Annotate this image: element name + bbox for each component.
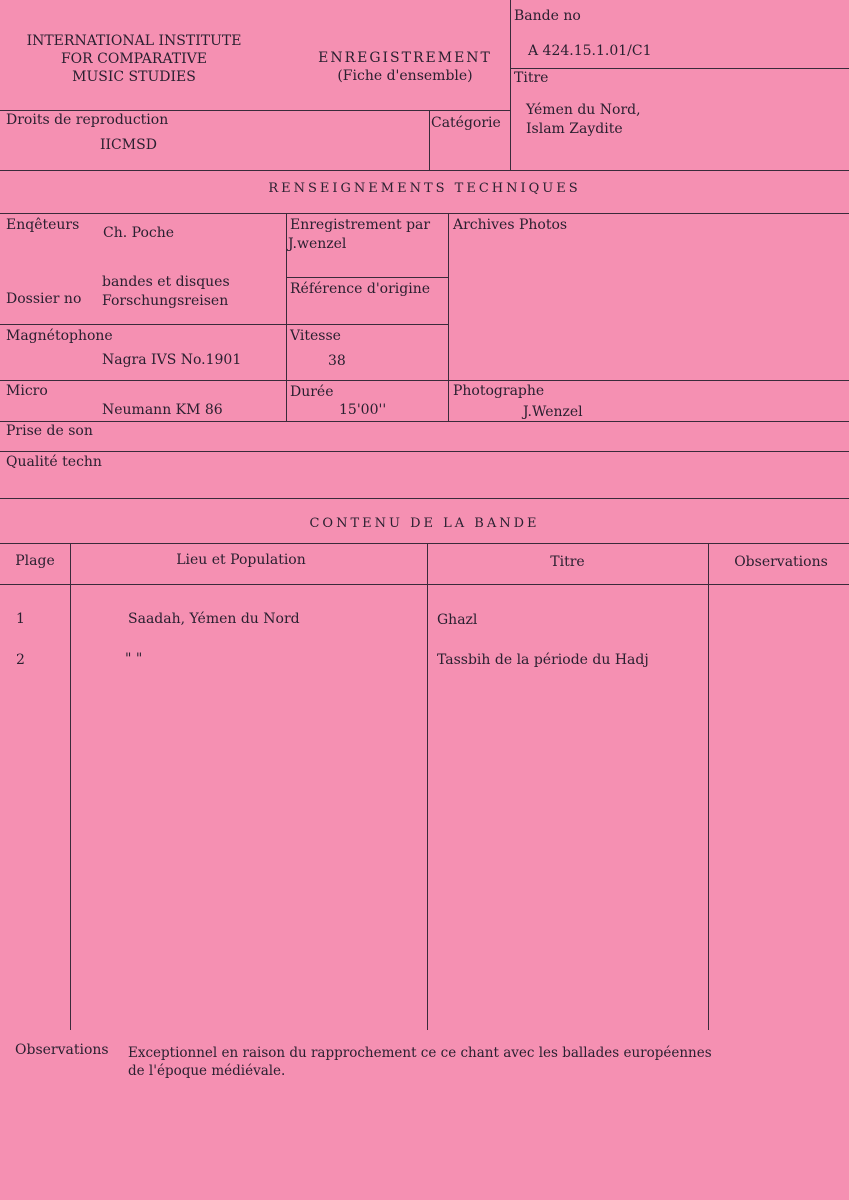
titre-label: Titre: [514, 70, 549, 86]
contents-col-divider-3: [708, 543, 709, 1030]
duree-label: Durée: [290, 384, 334, 400]
dossier-bottom-line: [0, 324, 448, 325]
contents-header-bottom-line: [0, 584, 849, 585]
prise-de-son-label: Prise de son: [6, 423, 93, 439]
technical-bottom-line: [0, 498, 849, 499]
enregistrement-value: J.wenzel: [288, 236, 347, 252]
observations-label: Observations: [15, 1042, 109, 1058]
micro-bottom-line: [0, 421, 849, 422]
photographe-value: J.Wenzel: [523, 404, 583, 420]
titre-value-line1: Yémen du Nord,: [526, 102, 641, 118]
column-header-titre: Titre: [550, 554, 585, 570]
technical-section-title: RENSEIGNEMENTS TECHNIQUES: [268, 181, 581, 196]
magnetophone-bottom-line: [0, 380, 849, 381]
tech-col-divider-2: [448, 213, 449, 421]
magnetophone-value: Nagra IVS No.1901: [102, 352, 242, 368]
row-lieu: Saadah, Yémen du Nord: [128, 611, 300, 627]
vitesse-label: Vitesse: [290, 328, 341, 344]
contents-table-top-line: [0, 543, 849, 544]
droits-label: Droits de reproduction: [6, 112, 169, 128]
prise-bottom-line: [0, 451, 849, 452]
reference-origine-label: Référence d'origine: [290, 281, 431, 297]
qualite-techn-label: Qualité techn: [6, 454, 102, 470]
dossier-value-line1: bandes et disques: [102, 274, 230, 290]
form-subtitle: (Fiche d'ensemble): [337, 68, 473, 84]
tech-col-divider-1: [286, 213, 287, 421]
contents-col-divider-2: [427, 543, 428, 1030]
bande-value: A 424.15.1.01/C1: [528, 43, 652, 59]
categorie-divider: [429, 110, 430, 170]
technical-top-line: [0, 213, 849, 214]
duree-value: 15'00'': [339, 402, 387, 418]
magnetophone-label: Magnétophone: [6, 328, 113, 344]
observations-text-line1: Exceptionnel en raison du rapprochement ce ce chant avec les ballades européennes: [128, 1045, 712, 1061]
row-lieu: " ": [125, 651, 143, 667]
header-bottom-line: [0, 170, 849, 171]
institute-name-line3: MUSIC STUDIES: [72, 69, 196, 85]
bande-label: Bande no: [514, 8, 581, 24]
row-titre: Tassbih de la période du Hadj: [437, 652, 649, 668]
column-header-lieu: Lieu et Population: [176, 552, 306, 568]
titre-value-line2: Islam Zaydite: [526, 121, 623, 137]
contents-col-divider-1: [70, 543, 71, 1030]
row-plage: 2: [16, 652, 25, 668]
photographe-label: Photographe: [453, 383, 545, 399]
column-header-observations: Observations: [734, 554, 828, 570]
institute-name-line2: FOR COMPARATIVE: [60, 51, 208, 67]
row-titre: Ghazl: [437, 612, 478, 628]
form-title: ENREGISTREMENT: [318, 50, 492, 66]
column-header-plage: Plage: [15, 553, 55, 569]
contents-section-title: CONTENU DE LA BANDE: [309, 516, 540, 531]
enqueteurs-value: Ch. Poche: [103, 225, 175, 241]
enregistrement-bottom-line: [286, 277, 448, 278]
categorie-label: Catégorie: [431, 115, 501, 131]
micro-value: Neumann KM 86: [102, 402, 223, 418]
observations-text-line2: de l'époque médiévale.: [128, 1063, 286, 1079]
archives-photos-label: Archives Photos: [453, 217, 568, 233]
header-right-divider: [510, 0, 511, 170]
institute-name-line1: INTERNATIONAL INSTITUTE: [26, 33, 242, 49]
row-plage: 1: [16, 611, 25, 627]
dossier-label: Dossier no: [6, 291, 82, 307]
micro-label: Micro: [6, 383, 48, 399]
droits-value: IICMSD: [100, 137, 157, 153]
dossier-value-line2: Forschungsreisen: [102, 293, 229, 309]
enqueteurs-label: Enqêteurs: [6, 217, 80, 233]
bande-titre-divider: [510, 68, 849, 69]
droits-top-line: [0, 110, 510, 111]
vitesse-value: 38: [328, 353, 346, 369]
enregistrement-label: Enregistrement par: [290, 217, 431, 233]
